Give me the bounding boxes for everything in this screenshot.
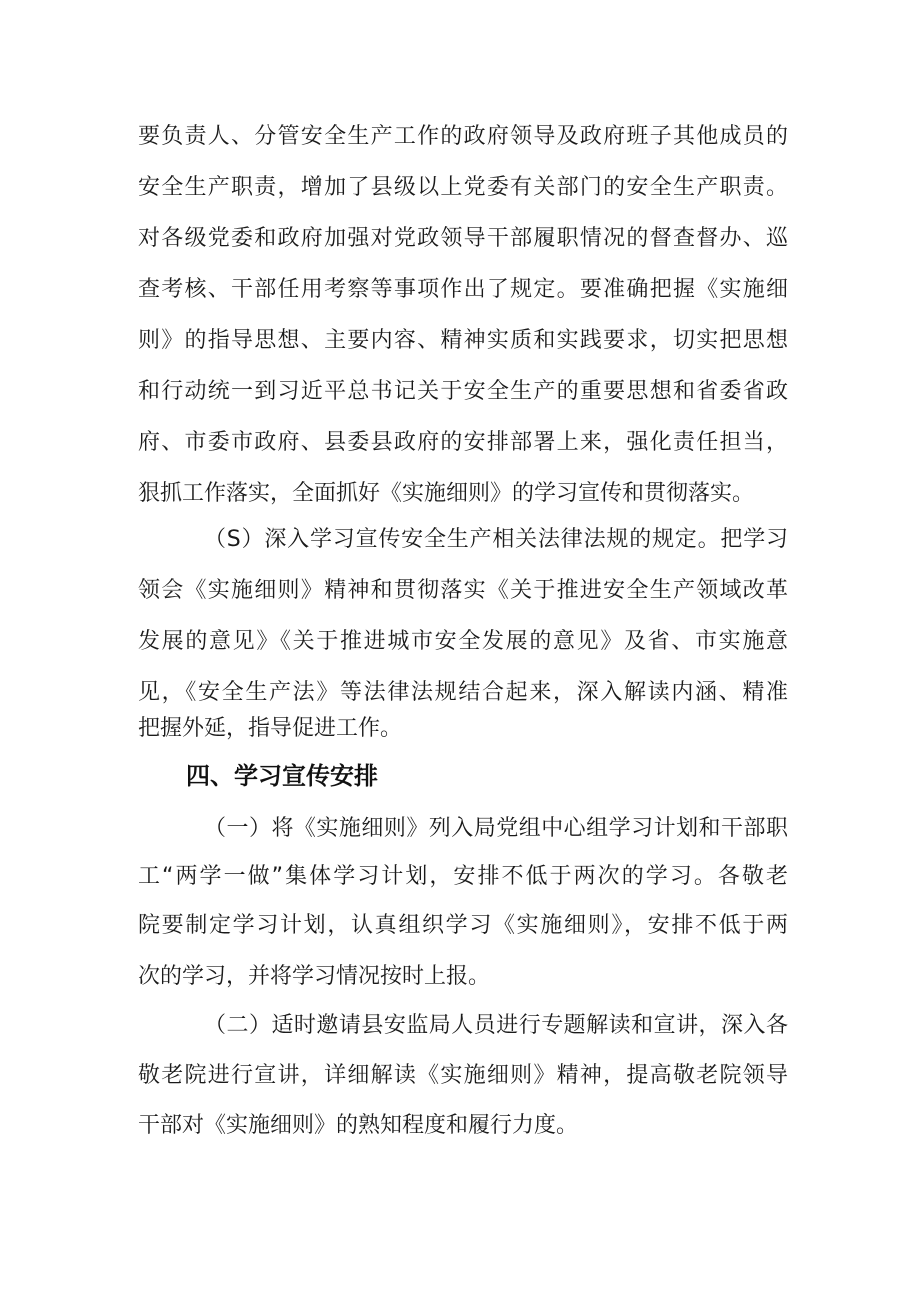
text-line: 和行动统一到习近平总书记关于安全生产的重要思想和省委省政 — [138, 379, 788, 404]
text-line: 安全生产职责，增加了县级以上党委有关部门的安全生产职责。 — [138, 175, 788, 200]
text-line: （二）适时邀请县安监局人员进行专题解读和宣讲，深入各 — [204, 1013, 788, 1038]
text-line: 发展的意见》《关于推进城市安全发展的意见》及省、市实施意 — [138, 629, 788, 654]
text-line: 府、市委市政府、县委县政府的安排部署上来，强化责任担当， — [138, 430, 788, 455]
text-line: 领会《实施细则》精神和贯彻落实《关于推进安全生产领域改革 — [138, 578, 788, 603]
section-heading: 四、学习宣传安排 — [186, 762, 378, 790]
text-line: 工“两学一做”集体学习计划，安排不低于两次的学习。各敬老 — [138, 864, 788, 889]
text-line: 院要制定学习计划，认真组织学习《实施细则》，安排不低于两 — [138, 913, 788, 938]
text-line: 把握外延，指导促进工作。 — [138, 716, 403, 741]
text-line: （一）将《实施细则》列入局党组中心组学习计划和干部职 — [204, 816, 788, 841]
text-line: 则》的指导思想、主要内容、精神实质和实践要求，切实把思想 — [138, 328, 788, 353]
text-line: （S）深入学习宣传安全生产相关法律法规的规定。把学习 — [204, 527, 788, 552]
text-line: 次的学习，并将学习情况按时上报。 — [138, 964, 491, 989]
text-line: 狠抓工作落实，全面抓好《实施细则》的学习宣传和贯彻落实。 — [138, 481, 755, 506]
text-line: 对各级党委和政府加强对党政领导干部履职情况的督查督办、巡 — [138, 226, 788, 251]
text-line: 敬老院进行宣讲，详细解读《实施细则》精神，提高敬老院领导 — [138, 1063, 788, 1088]
text-line: 查考核、干部任用考察等事项作出了规定。要准确把握《实施细 — [138, 277, 788, 302]
text-line: 干部对《实施细则》的熟知程度和履行力度。 — [138, 1113, 579, 1138]
text-line: 要负责人、分管安全生产工作的政府领导及政府班子其他成员的 — [138, 124, 788, 149]
text-line: 见，《安全生产法》等法律法规结合起来，深入解读内涵、精准 — [138, 680, 788, 705]
